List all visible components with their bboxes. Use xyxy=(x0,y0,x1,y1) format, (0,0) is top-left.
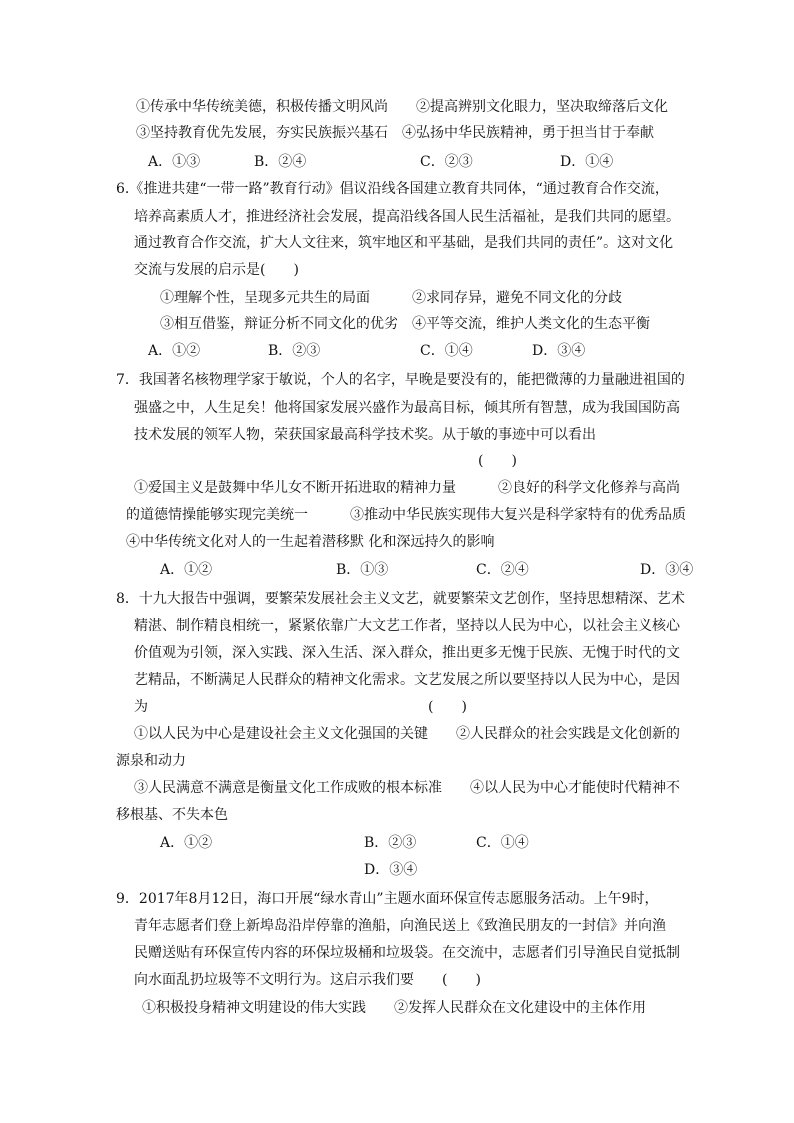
q5-choice-d: D．①④ xyxy=(560,154,614,170)
q9-stem-line-3: 民赠送贴有环保宣传内容的环保垃圾桶和垃圾袋。在交流中，志愿者们引导渔民自觉抵制 xyxy=(134,945,680,961)
q8-option-line-4: 移根基、不失本色 xyxy=(116,807,228,823)
q6-stem-line-4: 交流与发展的启示是( ) xyxy=(134,262,299,278)
q8-option-line-2: 源泉和动力 xyxy=(116,753,186,769)
q8-choice-c: C．①④ xyxy=(476,835,529,851)
q7-option-line-3: ④中华传统文化对人的一生起着潜移默 化和深远持久的影响 xyxy=(126,534,495,550)
q6-choice-c: C．①④ xyxy=(420,343,473,359)
q8-stem-line-1: 8．十九大报告中强调，要繁荣发展社会主义文艺，就要繁荣文艺创作，坚持思想精深、艺术 xyxy=(116,591,685,607)
q8-choice-a: A．①② xyxy=(160,835,213,851)
q5-option-line-2: ③坚持教育优先发展，夯实民族振兴基石 ④弘扬中华民族精神，勇于担当甘于奉献 xyxy=(136,125,654,141)
q6-option-line-1: ①理解个性，呈现多元共生的局面 ②求同存异，避免不同文化的分歧 xyxy=(160,290,622,306)
q5-choice-c: C．②③ xyxy=(420,154,473,170)
q8-stem-line-2: 精湛、制作精良相统一，紧紧依靠广大文艺工作者，坚持以人民为中心，以社会主义核心 xyxy=(134,618,680,634)
q8-choice-b: B．②③ xyxy=(364,835,417,851)
q6-option-line-2: ③相互借鉴，辩证分析不同文化的优劣 ④平等交流，维护人类文化的生态平衡 xyxy=(160,316,650,332)
q8-stem-line-5: 为 xyxy=(134,699,148,715)
q6-stem-line-3: 通过教育合作交流，扩大人文往来，筑牢地区和平基础，是我们共同的责任”。这对文化 xyxy=(134,235,674,251)
q9-stem-line-4: 向水面乱扔垃圾等不文明行为。这启示我们要 ( ) xyxy=(134,972,481,988)
q7-choice-d: D．③④ xyxy=(640,562,694,578)
q7-stem-line-1: 7．我国著名核物理学家于敏说，个人的名字，早晚是要没有的，能把微薄的力量融进祖国的 xyxy=(116,372,685,388)
q8-option-line-1: ①以人民为中心是建设社会主义文化强国的关键 ②人民群众的社会实践是文化创新的 xyxy=(134,726,680,742)
q5-choice-b: B．②④ xyxy=(254,154,307,170)
q8-stem-line-4: 艺精品，不断满足人民群众的精神文化需求。文艺发展之所以要坚持以人民为中心，是因 xyxy=(134,672,680,688)
q7-answer-bracket: ( ) xyxy=(478,453,517,469)
q9-stem-line-2: 青年志愿者们登上新埠岛沿岸停靠的渔船，向渔民送上《致渔民朋友的一封信》并向渔 xyxy=(134,918,666,934)
q8-choice-d: D．③④ xyxy=(364,862,418,878)
q6-choice-a: A．①② xyxy=(148,343,201,359)
q8-stem-line-3: 价值观为引领，深入实践、深入生活、深入群众，推出更多无愧于民族、无愧于时代的文 xyxy=(134,645,680,661)
q6-choice-d: D．③④ xyxy=(532,343,586,359)
q5-choice-a: A．①③ xyxy=(148,154,201,170)
q6-stem-line-1: 6.《推进共建“一带一路”教育行动》倡议沿线各国建立教育共同体，“通过教育合作交流， xyxy=(116,181,669,197)
q7-choice-b: B．①③ xyxy=(336,562,389,578)
q9-stem-line-1: 9．2017年8月12日，海口开展“绿水青山”主题水面环保宣传志愿服务活动。上午9时， xyxy=(116,891,659,907)
q6-choice-b: B．②③ xyxy=(268,343,321,359)
q7-option-line-1: ①爱国主义是鼓舞中华儿女不断开拓进取的精神力量 ②良好的科学文化修养与高尚 xyxy=(134,480,680,496)
q7-choice-a: A．①② xyxy=(160,562,213,578)
q9-option-line-1: ①积极投身精神文明建设的伟大实践 ②发挥人民群众在文化建设中的主体作用 xyxy=(142,1000,646,1016)
q6-stem-line-2: 培养高素质人才，推进经济社会发展，提高沿线各国人民生活福祉，是我们共同的愿望。 xyxy=(134,209,680,225)
q7-choice-c: C．②④ xyxy=(476,562,529,578)
q5-option-line-1: ①传承中华传统美德，积极传播文明风尚 ②提高辨别文化眼力，坚决取缔落后文化 xyxy=(136,99,668,115)
q7-stem-line-3: 技术发展的领军人物，荣获国家最高科学技术奖。从于敏的事迹中可以看出 xyxy=(134,427,596,443)
q7-option-line-2: 的道德情操能够实现完美统一 ③推动中华民族实现伟大复兴是科学家特有的优秀品质 xyxy=(126,507,686,523)
q7-stem-line-2: 强盛之中，人生足矣！他将国家发展兴盛作为最高目标，倾其所有智慧，成为我国国防高 xyxy=(134,400,680,416)
q8-answer-bracket: ( ) xyxy=(428,699,467,715)
q8-option-line-3: ③人民满意不满意是衡量文化工作成败的根本标准 ④以人民为中心才能使时代精神不 xyxy=(134,780,680,796)
